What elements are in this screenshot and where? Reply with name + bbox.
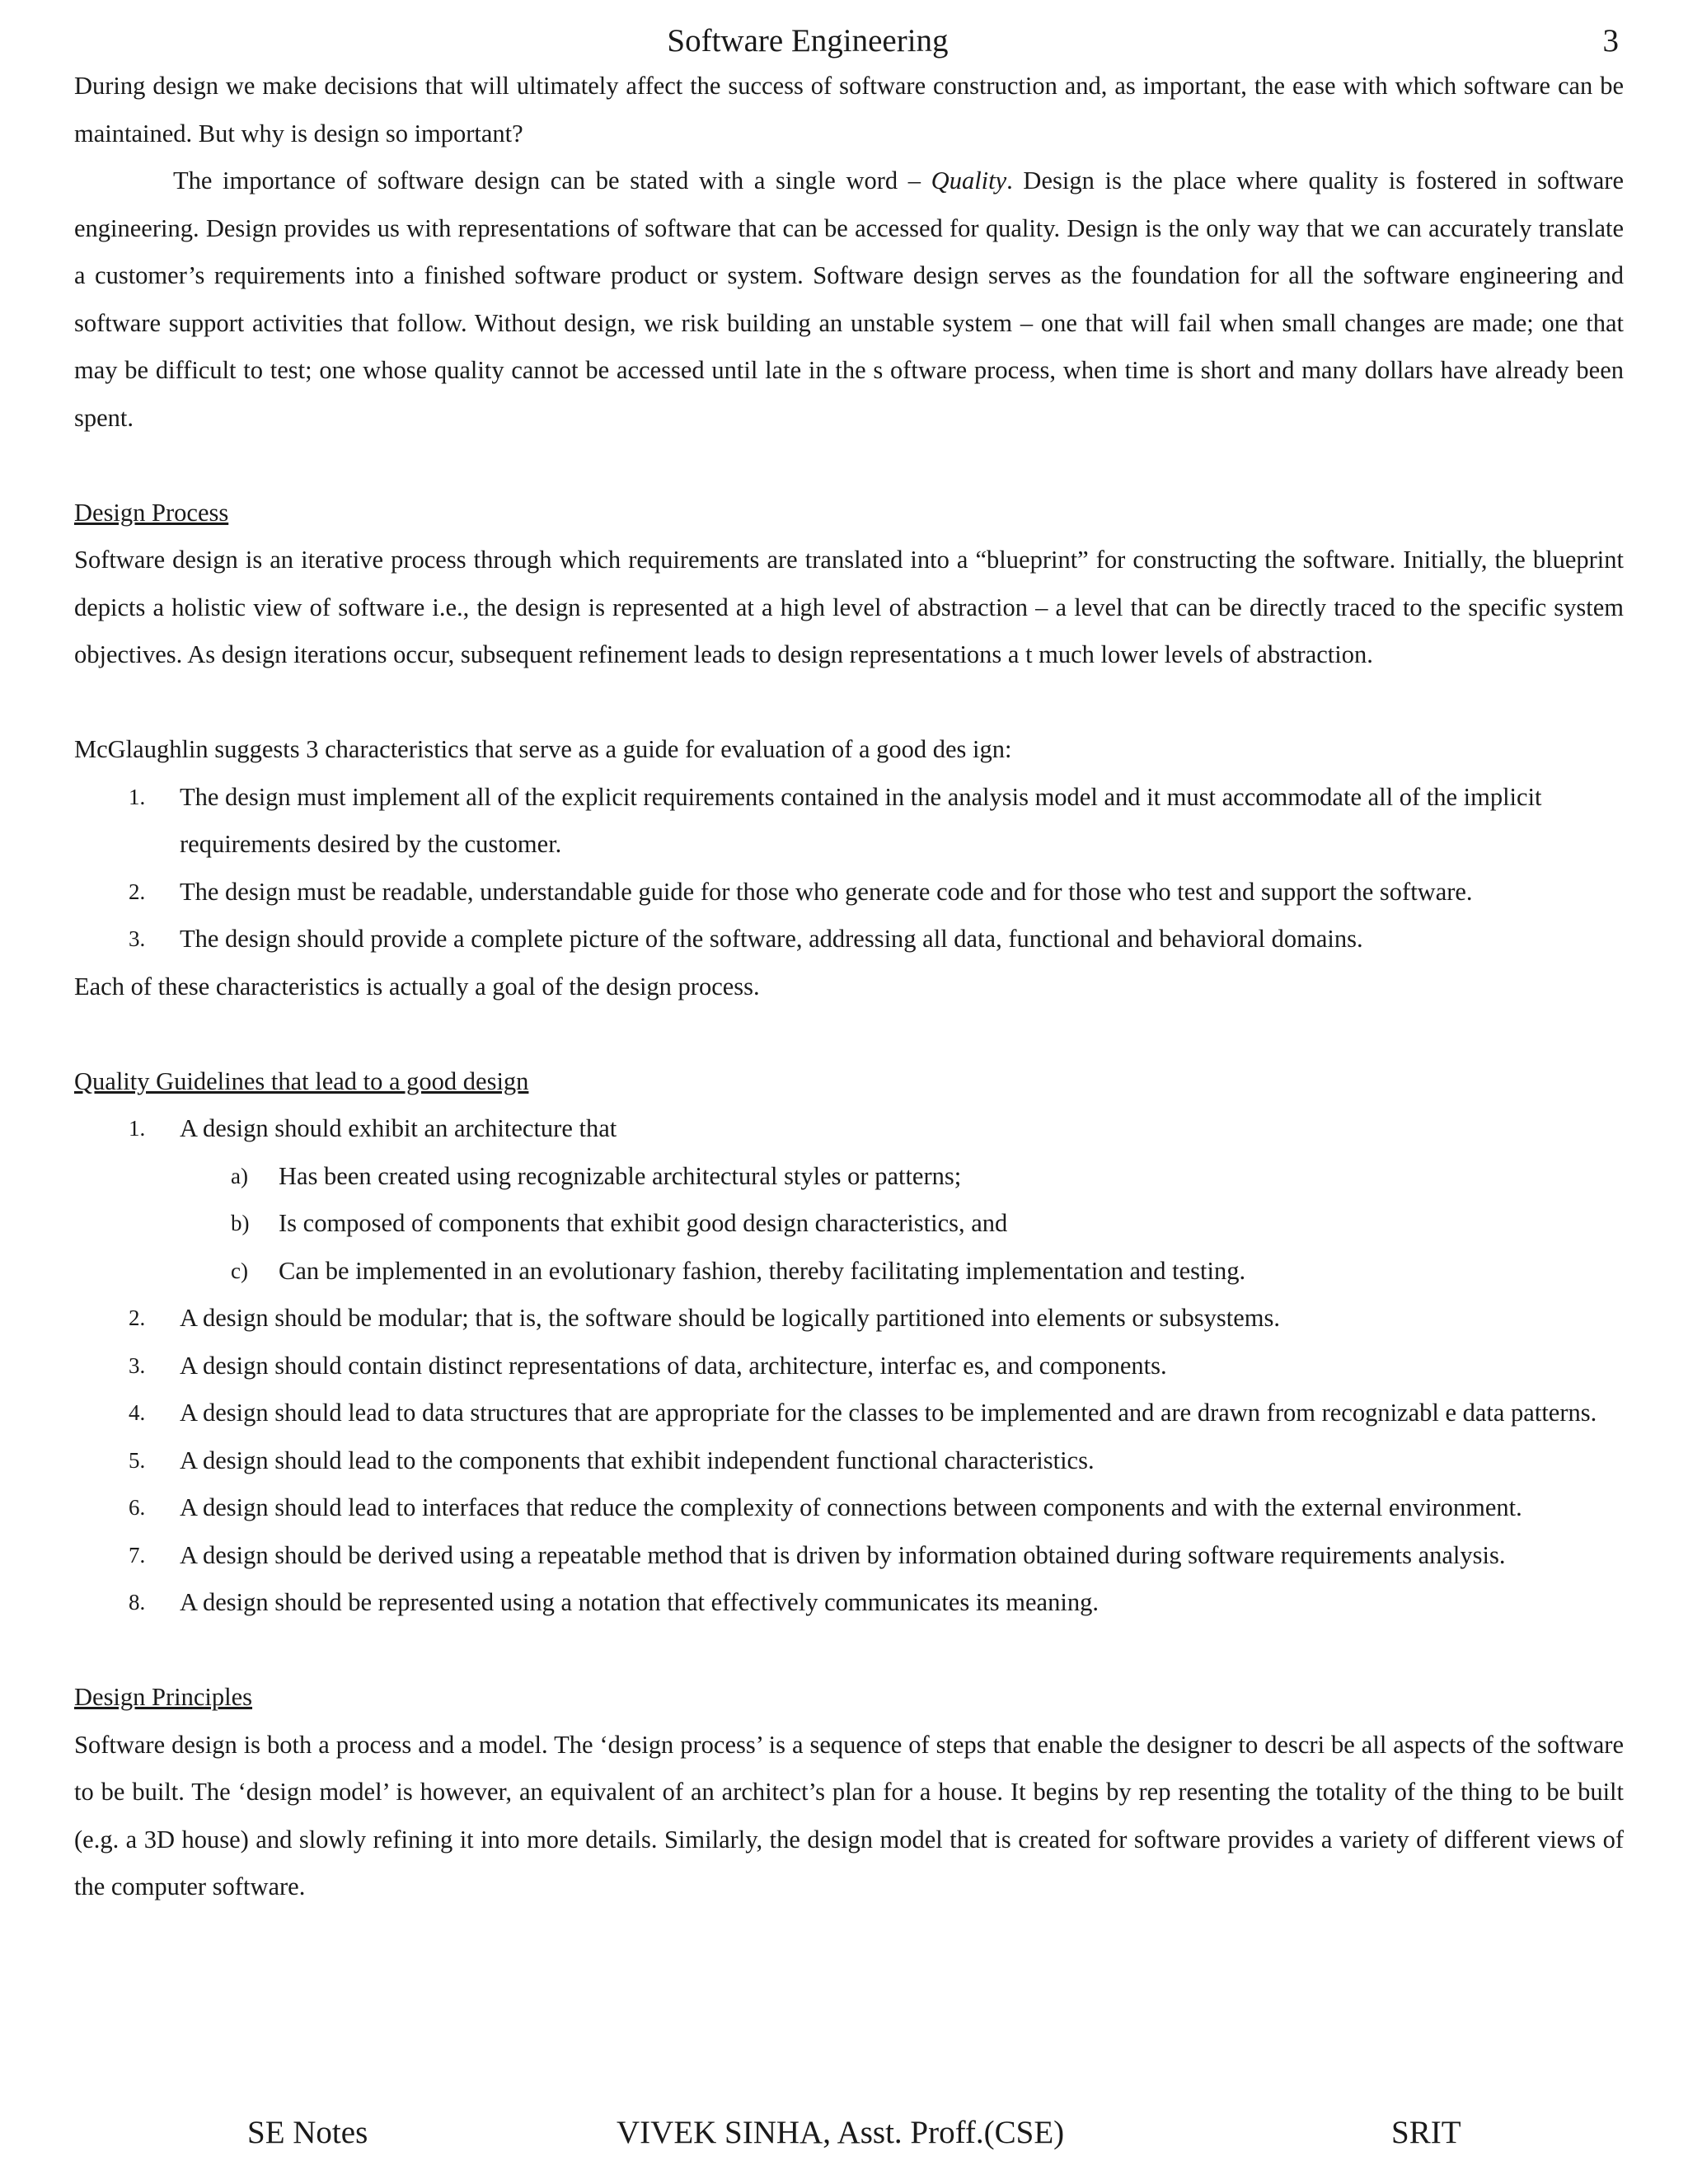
list-item-text: A design should contain distinct representations of data, architecture, interfac es, and components. [180, 1351, 1167, 1380]
document-body [74, 63, 1624, 1911]
characteristics-list [74, 774, 1624, 963]
list-item-text: A design should lead to interfaces that reduce the complexity of connections between components and with the external environment. [180, 1493, 1522, 1521]
sub-list-item-text: Can be implemented in an evolutionary fashion, thereby facilitating implementation and testing. [279, 1256, 1246, 1285]
list-item [74, 1579, 1624, 1627]
design-process-paragraph: Software design is an iterative process through which requirements are translated into a “blueprint” for constructing the software. Initially, the blueprint depicts a holistic view of software i.e., the design is represented at a high level of abstraction – a level that can be directly traced to the specific system objectives. As design iterations occur, subsequent refinement leads to design representations a t much lower levels of abstraction. [74, 546, 1624, 668]
sub-list-item-text: Has been created using recognizable architectural styles or patterns; [279, 1161, 962, 1190]
list-item-text: A design should be modular; that is, the software should be logically partitioned into elements or subsystems. [180, 1304, 1281, 1332]
list-item-text: The design must be readable, understandable guide for those who generate code and for those who test and support the software. [180, 877, 1473, 906]
list-item [74, 1105, 1624, 1153]
intro-p2-before: The importance of software design can be stated with a single word – [173, 166, 931, 194]
list-number: 3. [129, 1352, 146, 1378]
list-number: 5. [129, 1447, 146, 1473]
list-item [74, 1390, 1624, 1437]
list-number: 1. [129, 784, 146, 809]
design-principles-paragraph: Software design is both a process and a model. The ‘design process’ is a sequence of steps that enable the designer to descri be all aspects of the software to be built. The ‘design model’ is however, an equivalent of an architect’s plan for a house. It begins by rep resenting the totality of the thing to be built (e.g. a 3D house) and slowly refining it into more details. Similarly, the design model that is created for software provides a variety of different views of the computer software. [74, 1730, 1624, 1900]
list-item-text: A design should lead to data structures that are appropriate for the classes to be implemented and are drawn from recognizabl e data patterns. [180, 1399, 1597, 1427]
list-number: 6. [129, 1495, 146, 1520]
quality-guidelines-heading: Quality Guidelines that lead to a good design [74, 1066, 529, 1095]
intro-paragraph-1: During design we make decisions that will ultimately affect the success of software construction and, as important, the ease with which software can be maintained. But why is design so important? [74, 72, 1624, 148]
design-process-heading: Design Process [74, 498, 229, 527]
mcglaughlin-intro: McGlaughlin suggests 3 characteristics that serve as a guide for evaluation of a good des ign: [74, 735, 1012, 763]
design-principles-heading: Design Principles [74, 1683, 253, 1711]
sub-list-item [74, 1248, 1624, 1296]
list-number: 2. [129, 879, 146, 904]
list-item [74, 774, 1624, 869]
list-item [74, 1532, 1624, 1580]
quality-emphasis: Quality [931, 166, 1007, 194]
sub-list-item-text: Is composed of components that exhibit good design characteristics, and [279, 1209, 1008, 1237]
list-item [74, 916, 1624, 963]
quality-guidelines-list [74, 1105, 1624, 1627]
footer-left: SE Notes [247, 2115, 368, 2150]
sub-list-letter: a) [231, 1163, 248, 1188]
sub-list-letter: c) [231, 1258, 248, 1283]
intro-p2-after: . Design is the place where quality is fostered in software engineering. Design provides us with representations of software that can be accessed for quality. Design is the only way that we can accurately translate a customer’s requirements into a finished software product or system. Software design serves as the foundation for all the software engineering and software support activities that follow. Without design, we risk building an unstable system – one that will fail when small changes are made; one that may be difficult to test; one whose quality cannot be accessed until late in the s oftware process, when time is short and many dollars have already been spent. [74, 166, 1624, 432]
sub-list-item [74, 1200, 1624, 1248]
list-item-text: A design should exhibit an architecture that [180, 1114, 617, 1142]
list-number: 4. [129, 1400, 146, 1425]
list-item [74, 1437, 1624, 1485]
list-item-text: A design should be derived using a repeatable method that is driven by information obtained during software requirements analysis. [180, 1540, 1506, 1569]
list-number: 8. [129, 1590, 146, 1615]
page-number: 3 [1602, 23, 1619, 59]
page-footer [0, 2108, 1688, 2158]
footer-author: VIVEK SINHA, Asst. Proff.(CSE) [617, 2115, 1065, 2150]
sub-list-item [74, 1153, 1624, 1201]
header-title: Software Engineering [667, 23, 949, 59]
sub-list-letter: b) [231, 1211, 250, 1235]
list-item-text: The design should provide a complete picture of the software, addressing all data, functional and behavioral domains. [180, 925, 1363, 953]
list-item [74, 1484, 1624, 1532]
footer-right: SRIT [1391, 2115, 1461, 2150]
list-number: 3. [129, 926, 146, 951]
page-header [0, 18, 1688, 64]
list-item-text: The design must implement all of the explicit requirements contained in the analysis model and it must accommodate all of the implicit requirements desired by the customer. [180, 782, 1542, 858]
characteristics-closing: Each of these characteristics is actually a goal of the design process. [74, 972, 760, 1001]
list-item [74, 869, 1624, 916]
list-item-text: A design should be represented using a notation that effectively communicates its meaning. [180, 1588, 1099, 1616]
list-item [74, 1343, 1624, 1390]
list-number: 7. [129, 1542, 146, 1568]
list-number: 2. [129, 1305, 146, 1330]
intro-paragraph-2 [74, 157, 1624, 442]
list-number: 1. [129, 1116, 146, 1141]
list-item [74, 1295, 1624, 1343]
list-item-text: A design should lead to the components that exhibit independent functional characteristics. [180, 1446, 1095, 1474]
